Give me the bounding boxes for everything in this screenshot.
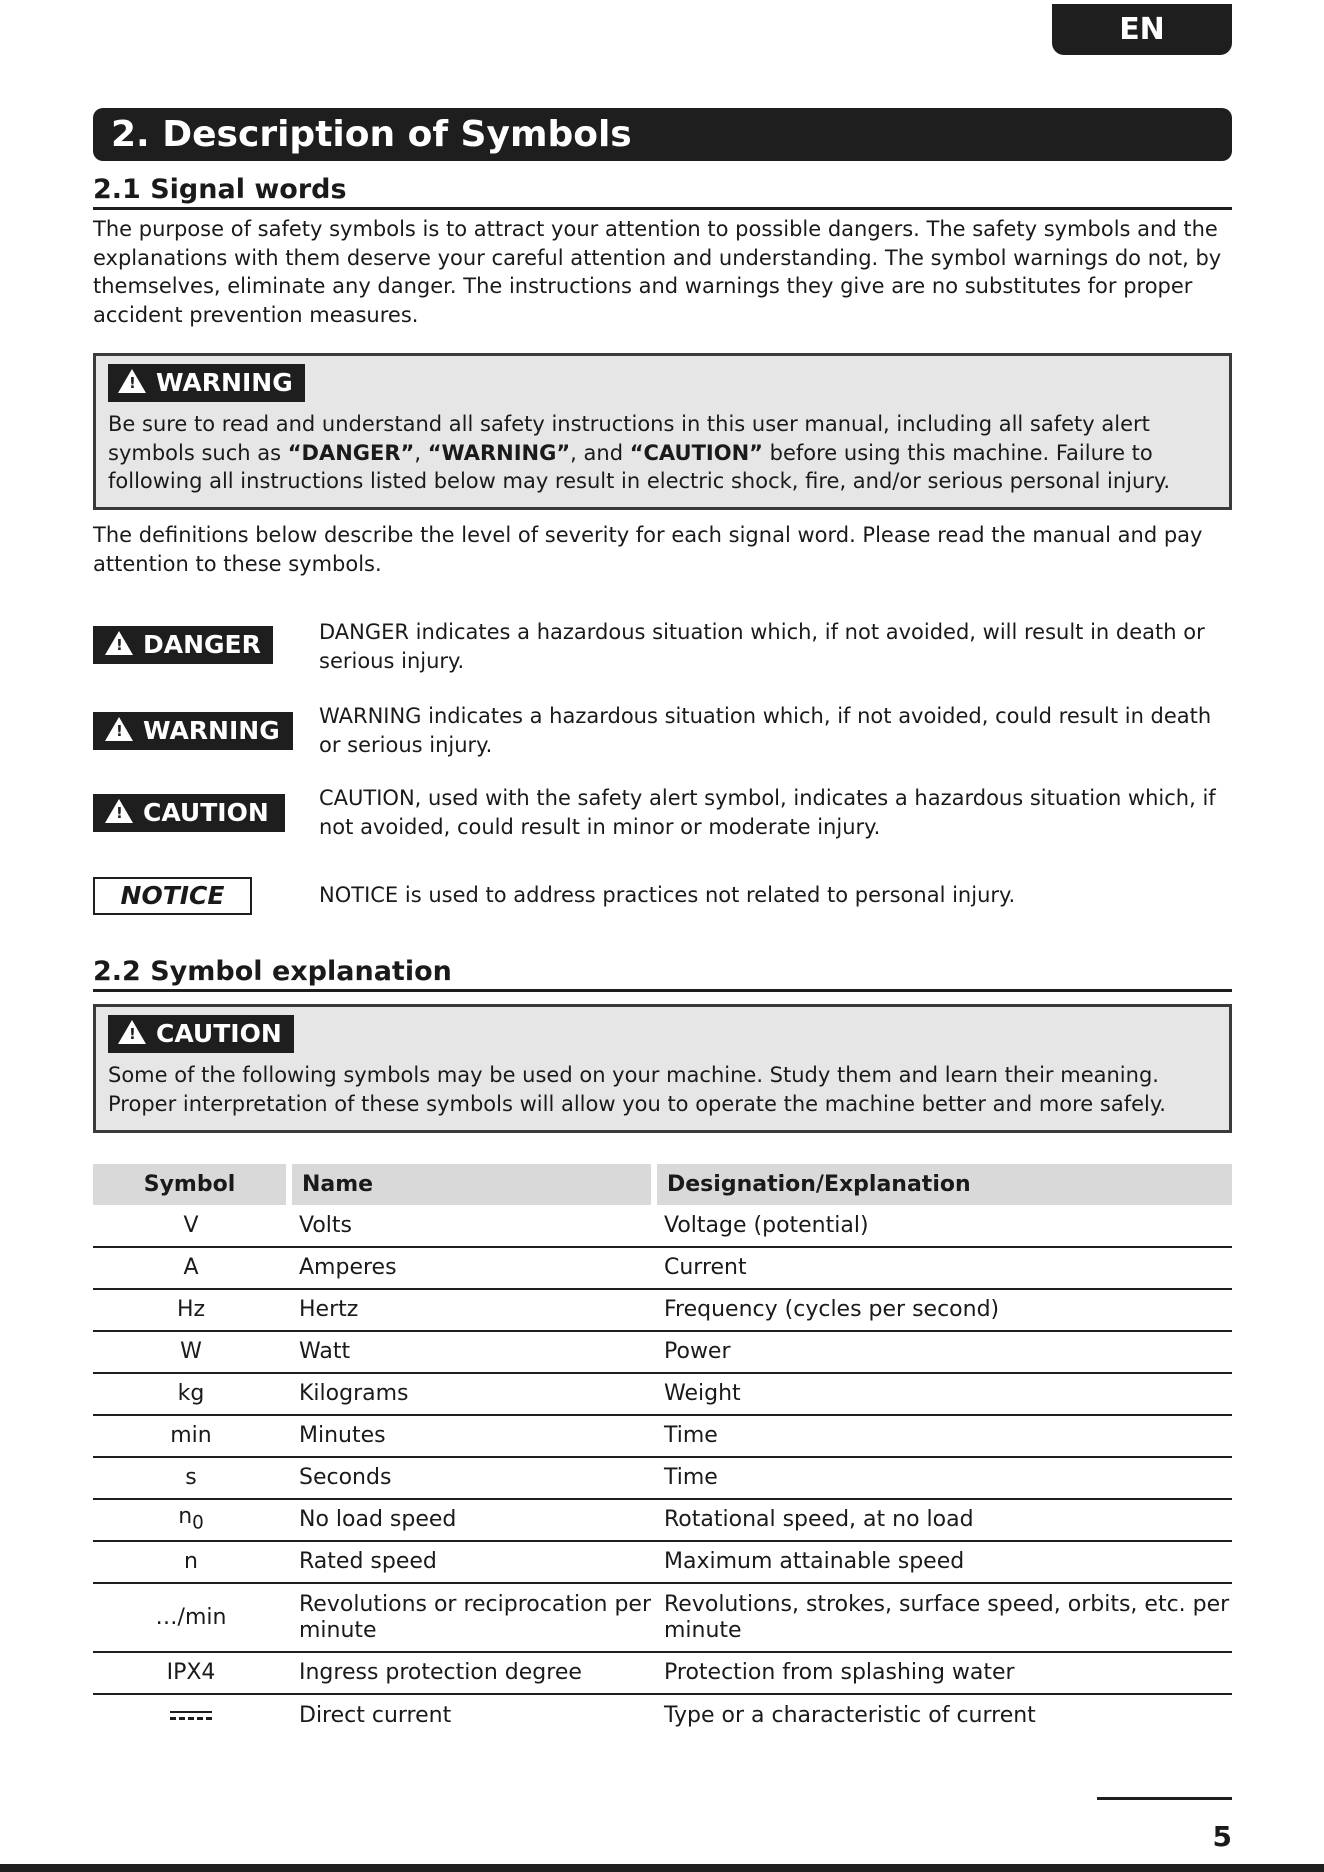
warning-triangle-icon: ! [105, 717, 133, 741]
warning-badge [108, 364, 305, 402]
caution-badge [108, 1015, 294, 1053]
table-row [93, 1373, 1232, 1415]
symbol-cell: …/min [93, 1583, 289, 1652]
caution-box [93, 1004, 1232, 1133]
table-row [93, 1247, 1232, 1289]
header-explanation: Designation/Explanation [654, 1164, 1232, 1205]
explanation-cell: Type or a characteristic of current [664, 1702, 1036, 1728]
symbol-table [93, 1164, 1232, 1736]
page-number: 5 [1212, 1820, 1232, 1853]
danger-description: DANGER indicates a hazardous situation which, if not avoided, will result in death or serious injury. [319, 620, 1205, 673]
explanation-cell: Time [654, 1457, 1232, 1499]
caution-badge-label: CAUTION [156, 1019, 282, 1048]
name-cell: Watt [289, 1331, 654, 1373]
explanation-cell: Frequency (cycles per second) [654, 1289, 1232, 1331]
explanation-cell: Power [654, 1331, 1232, 1373]
name-cell: Direct current [299, 1702, 452, 1728]
name-cell: Minutes [289, 1415, 654, 1457]
name-cell: Hertz [289, 1289, 654, 1331]
symbol-cell: n [93, 1541, 289, 1583]
warning-triangle-icon: ! [118, 1020, 146, 1044]
table-row [93, 1415, 1232, 1457]
symbol-cell: s [93, 1457, 289, 1499]
warning-badge-label: WARNING [156, 368, 293, 397]
warning-box [93, 353, 1232, 510]
notice-badge: NOTICE [93, 877, 252, 915]
name-cell: No load speed [289, 1499, 654, 1541]
caution-badge: ! CAUTION [93, 794, 285, 832]
table-header-row [93, 1164, 1232, 1205]
table-row [93, 1499, 1232, 1541]
symbol-cell: Hz [93, 1289, 289, 1331]
explanation-cell: Maximum attainable speed [654, 1541, 1232, 1583]
warning-triangle-icon: ! [118, 369, 146, 393]
header-name: Name [289, 1164, 654, 1205]
symbol-cell: A [93, 1247, 289, 1289]
definitions-intro: The definitions below describe the level of severity for each signal word. Please read the manual and pay attention to these symbols. [93, 523, 1203, 576]
table-row [93, 1652, 1232, 1694]
danger-badge: ! DANGER [93, 626, 273, 664]
footer-rule [1097, 1797, 1232, 1800]
language-tab: EN [1052, 4, 1232, 55]
header-symbol: Symbol [93, 1164, 289, 1205]
subsection-heading-signal-words: 2.1 Signal words [93, 174, 1232, 210]
symbol-cell [93, 1694, 289, 1736]
symbol-cell: V [93, 1205, 289, 1247]
warning-triangle-icon: ! [105, 799, 133, 823]
warning-badge: ! WARNING [93, 712, 293, 750]
explanation-cell: Time [654, 1415, 1232, 1457]
table-row [93, 1694, 1232, 1736]
table-row [93, 1289, 1232, 1331]
name-cell: Volts [289, 1205, 654, 1247]
warning-box-text: Be sure to read and understand all safety instructions in this user manual, including all safety alert symbols such as “DANGER”, “WARNING”, and “CAUTION” before using this machine. Failure to following all instructions listed below may result in electric shock, fire, and/or serious personal injury. [108, 412, 1171, 493]
explanation-cell: Current [654, 1247, 1232, 1289]
name-cell: Ingress protection degree [289, 1652, 654, 1694]
name-cell: Revolutions or reciprocation per minute [289, 1583, 654, 1652]
bottom-edge-strip [0, 1864, 1324, 1872]
symbol-cell: $n_0$ [93, 1499, 289, 1541]
table-row [93, 1331, 1232, 1373]
table-row [93, 1205, 1232, 1247]
name-cell: Seconds [289, 1457, 654, 1499]
warning-triangle-icon: ! [105, 631, 133, 655]
explanation-cell: Revolutions, strokes, surface speed, orbits, etc. per minute [654, 1583, 1232, 1652]
direct-current-icon [170, 1711, 212, 1720]
table-row [93, 1583, 1232, 1652]
subsection-heading-symbol-explanation: 2.2 Symbol explanation [93, 956, 1232, 992]
caution-description: CAUTION, used with the safety alert symbol, indicates a hazardous situation which, if not avoided, could result in minor or moderate injury. [319, 786, 1216, 839]
symbol-cell: IPX4 [93, 1652, 289, 1694]
section-title: 2. Description of Symbols [93, 108, 1232, 161]
symbol-cell: kg [93, 1373, 289, 1415]
table-row [93, 1457, 1232, 1499]
signal-words-intro: The purpose of safety symbols is to attract your attention to possible dangers. The safety symbols and the explanations with them deserve your careful attention and understanding. The symbol warnings do not, by themselves, eliminate any danger. The instructions and warnings they give are no substitutes for proper accident prevention measures. [93, 217, 1222, 327]
explanation-cell: Protection from splashing water [654, 1652, 1232, 1694]
explanation-cell: Weight [654, 1373, 1232, 1415]
name-cell: Rated speed [289, 1541, 654, 1583]
notice-description: NOTICE is used to address practices not related to personal injury. [319, 883, 1016, 907]
symbol-cell: W [93, 1331, 289, 1373]
warning-description: WARNING indicates a hazardous situation which, if not avoided, could result in death or serious injury. [319, 704, 1212, 757]
symbol-cell: min [93, 1415, 289, 1457]
name-cell: Kilograms [289, 1373, 654, 1415]
explanation-cell: Rotational speed, at no load [654, 1499, 1232, 1541]
name-cell: Amperes [289, 1247, 654, 1289]
caution-box-text: Some of the following symbols may be used on your machine. Study them and learn their meaning. Proper interpretation of these symbols will allow you to operate the machine better and more safely. [108, 1063, 1166, 1116]
explanation-cell: Voltage (potential) [654, 1205, 1232, 1247]
table-row [93, 1541, 1232, 1583]
